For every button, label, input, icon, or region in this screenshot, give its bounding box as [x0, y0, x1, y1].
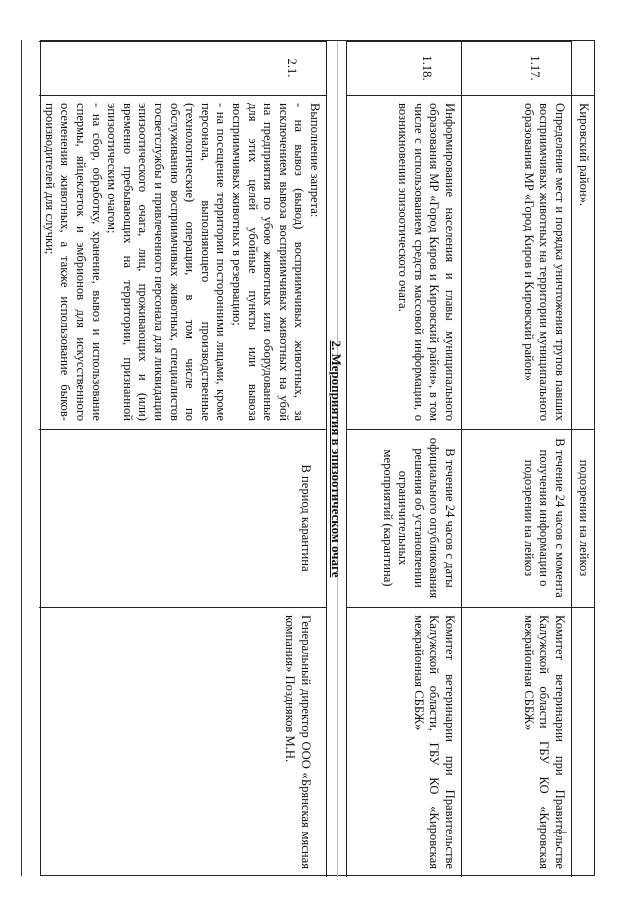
row-2-1-line-4: - на сбор, обработку, хранение, вывоз и использование спермы, яйцеклеток и эмбрионов для искусственного осеменения животных, а также использование быков-производителей для случки; [42, 103, 104, 421]
row-1-17-responsible-text: Комитет ветеринарии при Правительстве Калужской области ГБУ КО «Кировская межрайонная СББЖ» [521, 615, 567, 869]
row-1-17-responsible-cell [462, 609, 570, 875]
row-2-1-number: 2.1. [285, 58, 299, 78]
row-2-1-line-1: Выполнение запрета: [308, 103, 322, 218]
row0-term-cell [572, 431, 593, 605]
row-2-1-responsible-text: Генеральный директор ООО «Брянская мясная компания» Поздняков М.Н. [283, 615, 313, 869]
row-2-1-line-2: - на вывоз (вывод) восприимчивых животных, за исключением вывоза восприимчивых животных на убой на предприятия по убою животных или оборудованные для этих целей убойные пункты или вывоза восприимчивых животных в резервацию; [230, 103, 307, 421]
row-1-17-activity-cell [462, 97, 570, 427]
measures-table [40, 40, 595, 876]
row0-term-text: подозрении на лейкоз [577, 459, 591, 577]
row-2-1-responsible-cell [41, 609, 325, 875]
row-1-17-activity-text: Определение мест и порядка уничтожения трупов павших восприимчивых животных на территории муниципального образования МР «Город Киров и Кировский район» [521, 103, 567, 421]
row-2-1-term-text: В период карантина [299, 464, 313, 572]
section-heading-text: 2. Мероприятия в эпизоотическом очаге [329, 340, 344, 578]
row-2-1-activity-cell [41, 97, 325, 427]
row-1-18-activity-text: Информирование населения и главы муниципального образования МР «Город Киров и Кировский район», в том числе с использованием средств массовой информации, о возникновении эпизоотического очага. [396, 103, 457, 421]
row-2-1-line-3: - на посещение территории посторонними лицами, кроме персонала, выполняющего производственные (технологические) операции, в том числе по обслуживанию восприимчивых животных, специалистов госветслужбы и привлеченного персонала для ликвидации эпизоотического очага, лиц, проживающих и (или) временно пребывающих на территории, признанной эпизоотическим очагом; [105, 103, 229, 421]
row-1-17-term-cell [462, 431, 570, 605]
margin-mark [553, 832, 567, 833]
row-1-18-term-text: В течение 24 часов с даты официального опубликования решения об установлении ограничительных мероприятий (карантина) [380, 437, 457, 599]
row-1-18-responsible-text: Комитет ветеринарии при Правительстве Калужской области, ГБУ КО «Кировская межрайонная СББЖ» [411, 615, 457, 869]
row-1-18-number-cell [347, 41, 460, 95]
row-2-1-number-cell [41, 41, 325, 95]
page-bottom-rule [21, 40, 22, 876]
row-1-17-term-text: В течение 24 часов с момента получения информации о подозрении на лейкоз [521, 438, 567, 598]
row-1-18-responsible-cell [347, 609, 460, 875]
row0-activity-text: Кировский район». [577, 103, 591, 207]
row0-activity-cell [572, 97, 593, 427]
row-1-18-term-cell [347, 431, 460, 605]
row-2-1-term-cell [41, 431, 325, 605]
row-1-17-number: 1.17. [528, 55, 542, 81]
row-1-18-activity-cell [347, 97, 460, 427]
row-1-18-number: 1.18. [420, 55, 434, 81]
row-1-17-number-cell [462, 41, 570, 95]
section-heading [327, 41, 345, 877]
